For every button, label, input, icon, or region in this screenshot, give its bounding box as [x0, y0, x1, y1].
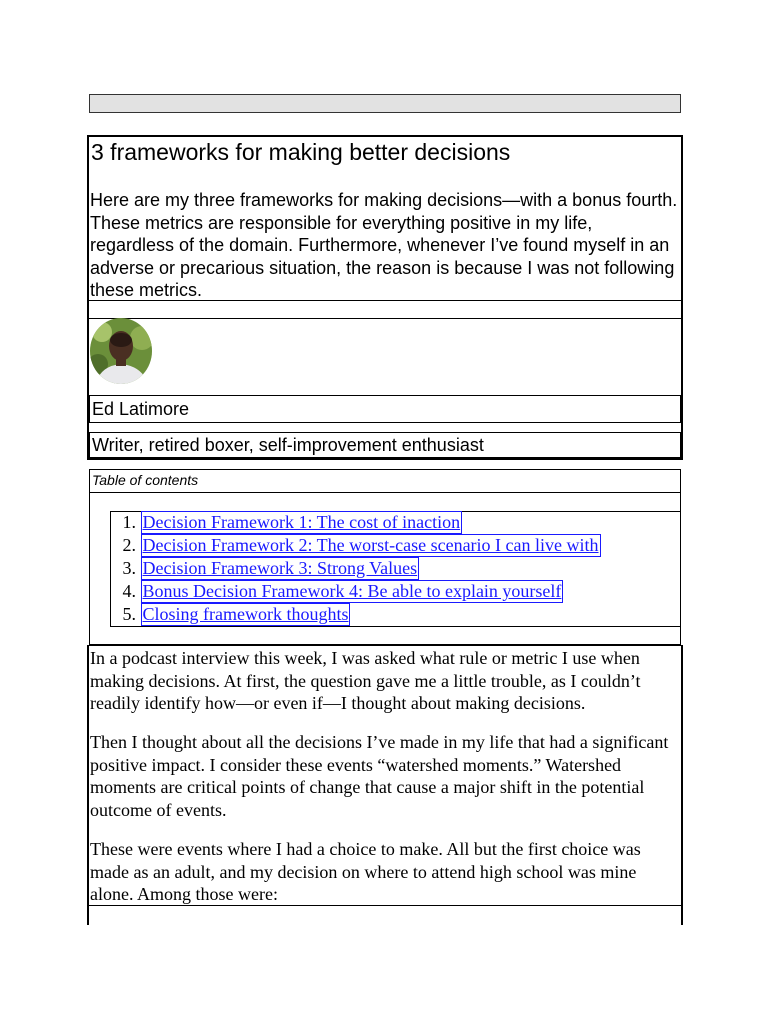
toc-item-number: 4.: [122, 581, 136, 601]
toc-item-number: 5.: [122, 604, 136, 624]
author-photo: [90, 318, 152, 384]
author-avatar: [90, 318, 152, 384]
toc-item: [110, 580, 681, 603]
body-paragraph-2: Then I thought about all the decisions I’ve made in my life that had a significant positive impact. I consider these events “watershed moments.” Watershed moments are critical points of change that cause a major shift in the potential outcome of events.: [90, 732, 669, 820]
article-title: 3 frameworks for making better decisions: [91, 139, 511, 165]
toc-link-2[interactable]: Decision Framework 2: The worst-case scenario I can live with: [142, 535, 599, 555]
toc-list: [110, 511, 681, 626]
toc-item-number: 2.: [122, 535, 136, 555]
toc-item-number: 3.: [122, 558, 136, 578]
toc-link-1[interactable]: Decision Framework 1: The cost of inaction: [142, 512, 461, 532]
toc-link-3[interactable]: Decision Framework 3: Strong Values: [142, 558, 418, 578]
toc-link-4[interactable]: Bonus Decision Framework 4: Be able to explain yourself: [142, 581, 562, 601]
divider: [89, 300, 681, 301]
toc-heading: Table of contents: [90, 470, 680, 493]
top-bar: [89, 94, 681, 113]
author-bio: Writer, retired boxer, self-improvement enthusiast: [89, 432, 681, 458]
divider: [89, 318, 681, 319]
article-intro: Here are my three frameworks for making decisions—with a bonus fourth. These metrics are responsible for everything positive in my life, regardless of the domain. Furthermore, whenever I’ve found myself in an adverse or precarious situation, the reason is because I was not following these metrics.: [90, 190, 678, 300]
body-paragraph-1: In a podcast interview this week, I was asked what rule or metric I use when making decisions. At first, the question gave me a little trouble, as I couldn’t readily identify how—or even if—I thought about making decisions.: [90, 648, 641, 713]
toc-item: [110, 534, 681, 557]
author-name: Ed Latimore: [89, 395, 681, 423]
body-paragraph-3: These were events where I had a choice to make. All but the first choice was made as an adult, and my decision on where to attend high school was mine alone. Among those were:: [90, 839, 641, 904]
toc-link-5[interactable]: Closing framework thoughts: [142, 604, 349, 624]
toc-item: [110, 557, 681, 580]
divider: [89, 905, 681, 906]
toc-item: [110, 603, 681, 626]
toc-item-number: 1.: [122, 512, 136, 532]
toc-item: [110, 511, 681, 534]
